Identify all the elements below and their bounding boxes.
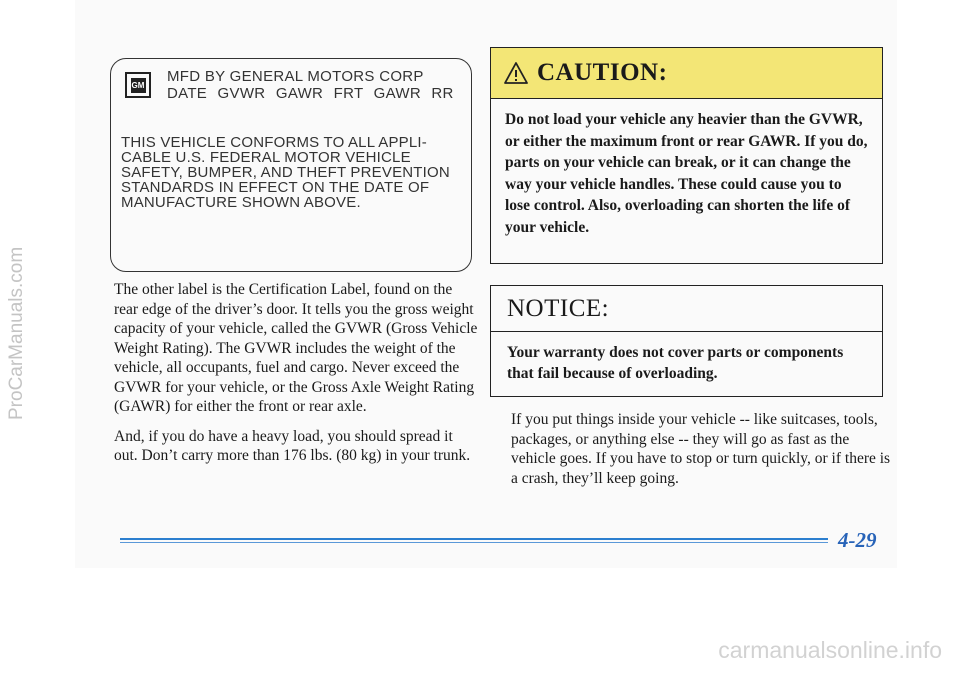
- left-column: [114, 280, 479, 476]
- notice-text: Your warranty does not cover parts or components that fail because of overloading.: [507, 344, 844, 382]
- bottom-watermark: carmanualsonline.info: [718, 637, 942, 663]
- caution-text: Do not load your vehicle any heavier than the GVWR, or either the maximum front or rear GAWR. If you do, parts on your vehicle can break, or it can change the way your vehicle handles. These could cause you to lose control. Also, overloading can shorten the life of your vehicle.: [505, 111, 868, 236]
- footer-rule: [120, 538, 828, 540]
- notice-header: [491, 286, 882, 332]
- label-conformance-text: THIS VEHICLE CONFORMS TO ALL APPLI- CABLE U.S. FEDERAL MOTOR VEHICLE SAFETY, BUMPER, AND THEFT PREVENTION STANDARDS IN EFFECT ON THE DATE OF MANUFACTURE SHOWN ABOVE.: [121, 134, 450, 211]
- notice-box: [490, 285, 883, 397]
- side-watermark: ProCarManuals.com: [6, 246, 27, 420]
- certification-label-illustration: [110, 58, 472, 272]
- label-manufacturer-line: MFD BY GENERAL MOTORS CORP: [167, 68, 424, 85]
- label-ratings-line: DATE GVWR GAWR FRT GAWR RR: [167, 85, 454, 102]
- gm-logo-text: GM: [131, 78, 146, 93]
- heavy-load-paragraph: And, if you do have a heavy load, you should spread it out. Don’t carry more than 176 lbs. (80 kg) in your trunk.: [114, 427, 471, 464]
- footer-rule-thin: [120, 542, 828, 543]
- caution-title: CAUTION:: [537, 59, 668, 86]
- caution-box: [490, 47, 883, 264]
- warning-triangle-icon: [503, 61, 529, 85]
- caution-header: [491, 48, 882, 99]
- certification-paragraph: The other label is the Certification Label, found on the rear edge of the driver’s door. It tells you the gross weight capacity of your vehicle, called the GVWR (Gross Vehicle Weight Rating). The GVWR includes the weight of the vehicle, all occupants, fuel and cargo. Never exceed the GVWR for your vehicle, or the Gross Axle Weight Rating (GAWR) for either the front or rear axle.: [114, 281, 478, 415]
- loose-items-paragraph: If you put things inside your vehicle -- like suitcases, tools, packages, or anything else -- they will go as fast as the vehicle goes. If you have to stop or turn quickly, or if there is a crash, they’ll keep going.: [511, 411, 891, 487]
- gm-logo: [125, 72, 151, 98]
- notice-title: NOTICE:: [507, 294, 610, 322]
- page-number: 4-29: [838, 528, 877, 552]
